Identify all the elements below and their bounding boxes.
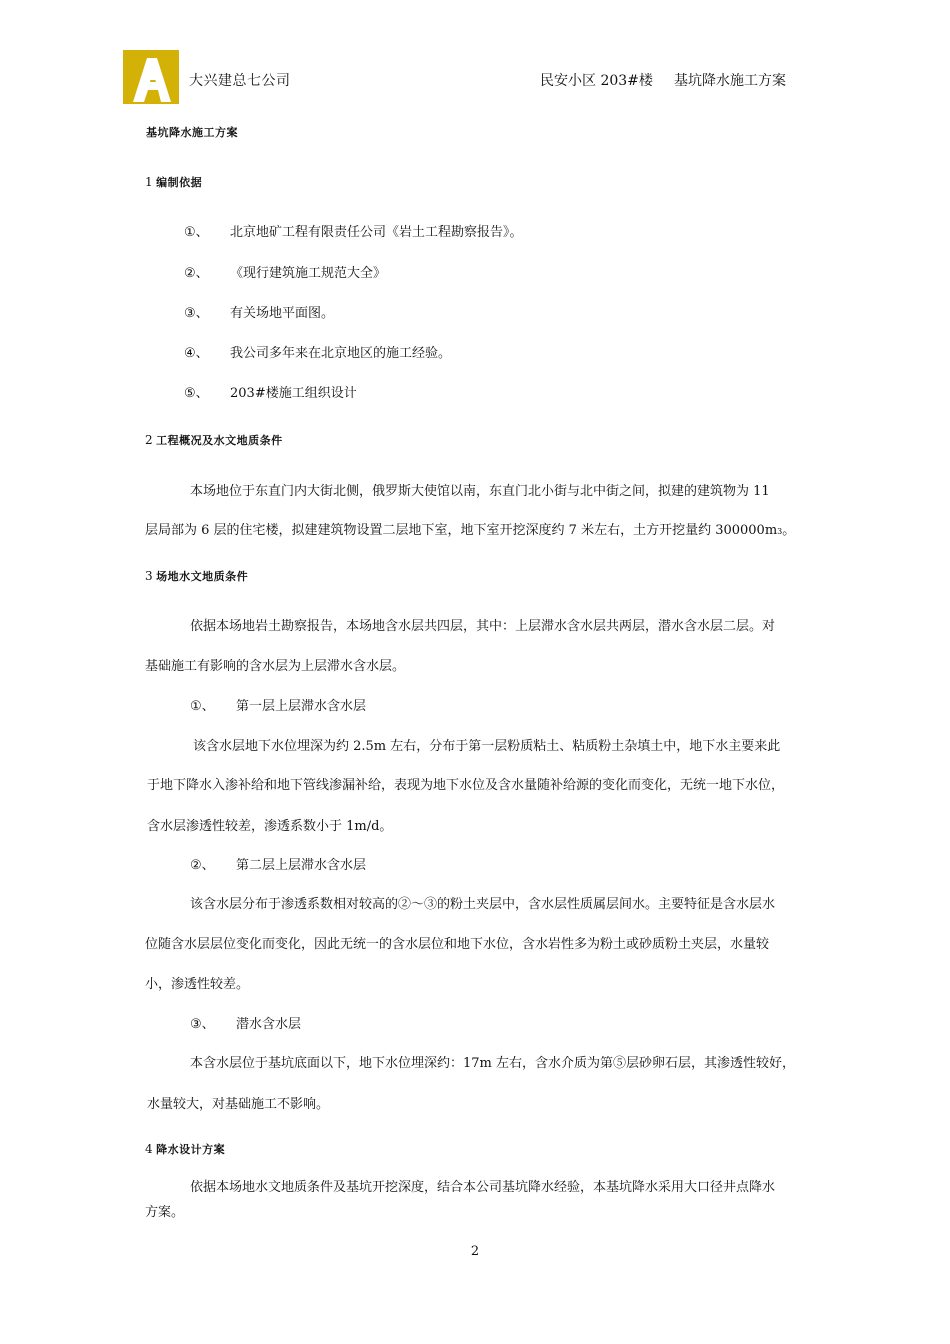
item-mark: ①、 <box>190 699 215 714</box>
paragraph-line: 位随含水层层位变化而变化，因此无统一的含水层位和地下水位，含水岩性多为粉土或砂质粉土夹层，水量较 <box>145 937 770 952</box>
item-mark: ①、 <box>184 225 209 240</box>
item-mark: ③、 <box>184 306 209 321</box>
item-mark: ⑤、 <box>184 386 209 401</box>
paragraph-line: 本场地位于东直门内大街北侧，俄罗斯大使馆以南，东直门北小街与北中街之间，拟建的建筑物为 11 <box>190 484 770 499</box>
list-item <box>184 342 451 361</box>
section-heading-4 <box>145 1141 225 1157</box>
paragraph-line: 方案。 <box>145 1205 185 1220</box>
paragraph-line: 该含水层地下水位埋深为约 2.5m 左右，分布于第一层粉质粘土、粘质粉土杂填土中，地下水主要来此 <box>193 739 781 754</box>
item-text: 第一层上层滞水含水层 <box>236 699 367 714</box>
section-number: 4 <box>145 1142 154 1156</box>
section-heading-1 <box>145 174 202 190</box>
page-header <box>0 0 950 120</box>
paragraph-line: 本含水层位于基坑底面以下，地下水位埋深约：17m 左右，含水介质为第⑤层砂卵石层，其渗透性较好， <box>190 1056 796 1071</box>
section-title: 编制依据 <box>156 176 203 189</box>
item-text: 有关场地平面图。 <box>230 306 335 321</box>
paragraph-line: 含水层渗透性较差，渗透系数小于 1m/d。 <box>147 819 393 834</box>
section-title: 场地水文地质条件 <box>156 570 249 583</box>
item-mark: ②、 <box>184 266 209 281</box>
paragraph-line: 小，渗透性较差。 <box>145 977 250 992</box>
item-mark: ④、 <box>184 346 209 361</box>
item-text: 潜水含水层 <box>236 1017 302 1032</box>
paragraph-end: 。 <box>782 523 796 538</box>
item-text: 我公司多年来在北京地区的施工经验。 <box>230 346 452 361</box>
section-heading-3 <box>145 568 248 584</box>
section-heading-2 <box>145 432 283 448</box>
paragraph-line: 于地下降水入渗补给和地下管线渗漏补给，表现为地下水位及含水量随补给源的变化而变化，无统一地下水位， <box>147 778 785 793</box>
paragraph-line: 依据本场地岩土勘察报告，本场地含水层共四层，其中：上层滞水含水层共两层，潜水含水层二层。对 <box>190 619 776 634</box>
subsection-heading <box>190 695 366 714</box>
item-mark: ③、 <box>190 1017 215 1032</box>
list-item <box>184 302 334 321</box>
section-title: 工程概况及水文地质条件 <box>156 434 283 447</box>
item-text: 第二层上层滞水含水层 <box>236 858 367 873</box>
item-text: 203#楼施工组织设计 <box>230 386 357 401</box>
company-logo-icon <box>123 50 179 104</box>
section-number: 3 <box>145 569 154 583</box>
company-name: 大兴建总七公司 <box>189 73 291 89</box>
unit-superscript: 3 <box>777 527 783 536</box>
subsection-heading <box>190 1013 301 1032</box>
list-item <box>184 262 386 281</box>
document-title: 基坑降水施工方案 <box>146 126 238 139</box>
paragraph-line: 基础施工有影响的含水层为上层滞水含水层。 <box>145 659 406 674</box>
paragraph-line <box>145 519 795 538</box>
item-text: 北京地矿工程有限责任公司《岩土工程勘察报告》。 <box>230 225 523 240</box>
list-item <box>184 221 523 240</box>
paragraph-text: 层局部为 6 层的住宅楼，拟建建筑物设置二层地下室，地下室开挖深度约 7 米左右，土方开挖量约 300000m <box>145 523 778 538</box>
item-mark: ②、 <box>190 858 215 873</box>
subsection-heading <box>190 854 366 873</box>
project-name: 民安小区 203#楼 <box>540 73 653 89</box>
section-number: 1 <box>145 175 154 189</box>
section-title: 降水设计方案 <box>156 1143 226 1156</box>
paragraph-line: 依据本场地水文地质条件及基坑开挖深度，结合本公司基坑降水经验，本基坑降水采用大口径井点降水 <box>190 1180 776 1195</box>
list-item <box>184 382 357 401</box>
header-doc-title: 基坑降水施工方案 <box>674 73 786 89</box>
paragraph-line: 水量较大，对基础施工不影响。 <box>147 1097 330 1112</box>
paragraph-line: 该含水层分布于渗透系数相对较高的②～③的粉土夹层中，含水层性质属层间水。主要特征是含水层水 <box>190 897 776 912</box>
section-number: 2 <box>145 433 154 447</box>
page-number: 2 <box>470 1244 480 1259</box>
item-text: 《现行建筑施工规范大全》 <box>230 266 387 281</box>
